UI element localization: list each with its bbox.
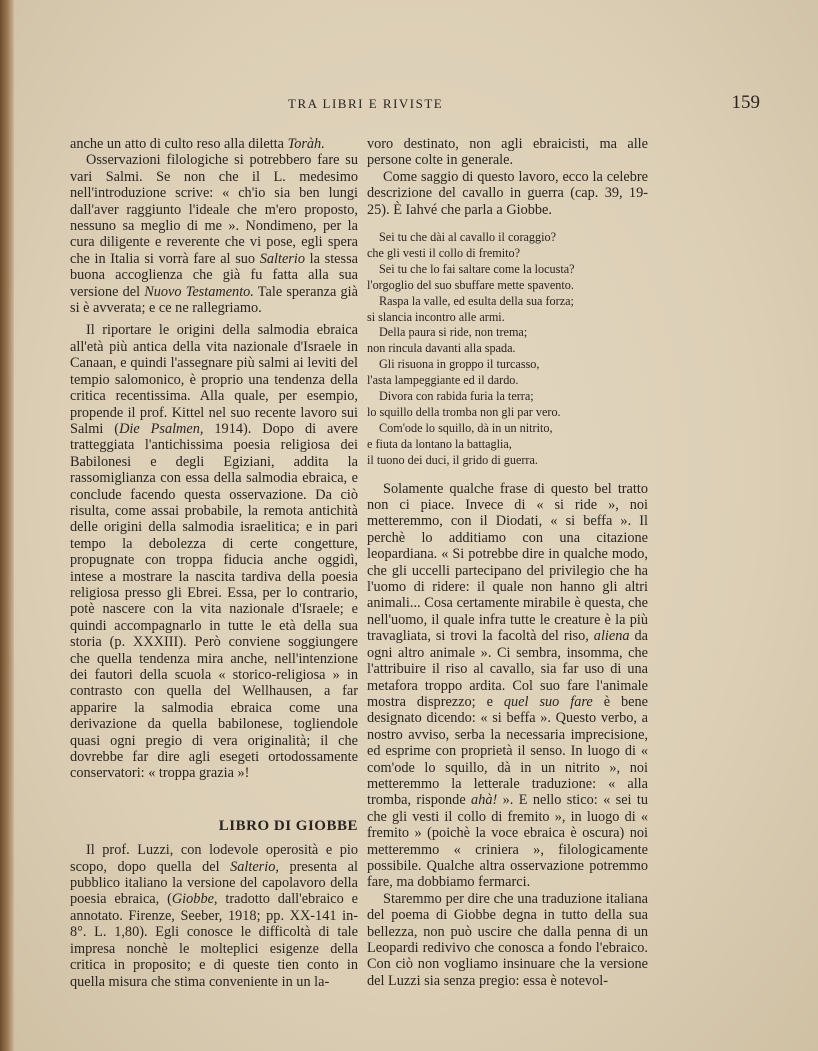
verse-line: l'asta lampeggiante ed il dardo. xyxy=(367,373,519,388)
paragraph: Il riportare le origini della salmodia ebraica all'età più antica della vita nazionale d'Israele in Canaan, e quindi l'assegnare più salmi ai leviti del tempio salomonico, è proprio una tendenza della critica recentissima. Alla quale, per esempio, propende il prof. Kittel nel suo recente lavoro sui Salmi (Die Psalmen, 1914). Dopo di avere tratteggiata l'antichissima poesia religiosa dei Babilonesi e degli Egiziani, addita la rassomiglianza con essa della salmodia ebraica, e conclude facendo questa osservazione. Da ciò risulta, come assai probabile, la remota antichità delle origini della salmodia israelitica; e in pari tempo la debolezza di certe congetture, propugnate con troppa fiducia anche oggidì, intese a mostrare la nascita tardiva della poesia religiosa presso gli Ebrei. Essa, per lo contrario, potè nascere con la vita nazionale d'Israele; e quindi accompagnarlo in tutte le età della sua storia (p. XXXIII). Però conviene soggiungere che quella tendenza mira anche, nell'intenzione dei fautori della scuola « storico-religiosa » in contrasto con quella del Wellhausen, a far apparire la salmodia ebraica come una derivazione da quella babilonese, togliendole quasi ogni pregio di vera originalità; il che dovrebbe far dire agli esegeti ortodossamente conservatori: « troppa grazia »! xyxy=(70,322,358,782)
paragraph: Osservazioni filologiche si potrebbero fare su vari Salmi. Se non che il L. medesimo nell'introduzione scrive: « ch'io sia ben lungi dall'aver raggiunto l'ideale che m'ero proposto, nessuno sa meglio di me ». Nondimeno, per la cura diligente e reverente che vi pose, egli spera che in Italia si vorrà fare al suo Salterio la stessa buona accoglienza che già fu fatta alla sua versione del Nuovo Testamento. Tale speranza già si è avverata; e ce ne rallegriamo. xyxy=(70,152,358,317)
verse-line: Della paura si ride, non trema; xyxy=(379,325,528,340)
verse-line: e fiuta da lontano la battaglia, xyxy=(367,436,512,451)
book-binding-edge xyxy=(0,0,14,1051)
page-number: 159 xyxy=(731,92,760,113)
verse-line: non rincula davanti alla spada. xyxy=(367,341,516,356)
page-header xyxy=(70,92,760,122)
verse-line: Sei tu che lo fai saltare come la locusta? xyxy=(379,261,575,276)
paragraph: Solamente qualche frase di questo bel tratto non ci piace. Invece di « si ride », noi metteremmo, con il Diodati, « si beffa ». Il perchè lo additiamo con una citazione leopardiana. « Si potrebbe dire in qualche modo, che gli uccelli partecipano del privilegio che ha l'uomo di ridere: il quale non hanno gli altri animali... Cosa certamente mirabile è questa, che nell'uomo, il quale infra tutte le creature è la più travagliata, si trovi la facoltà del riso, aliena da ogni altro animale ». Ci sembra, insomma, che l'attribuire il riso al cavallo, sia far uso di una metafora troppo ardita. Col suo fare l'animale mostra disprezzo; e quel suo fare è bene designato dicendo: « si beffa ». Questo verbo, a nostro avviso, serba la necessaria imprecisione, ed esprime con proprietà il senso. In luogo di « com'ode lo squillo, dà in un nitrito », noi metteremmo la letterale traduzione: « alla tromba, risponde ahà! ». E nello stico: « sei tu che gli vesti il collo di fremito », in luogo di « fremito » (poichè la voce ebraica è oscura) noi metteremmo « criniera », filologicamente possibile. Qualche altra osservazione potremmo fare, ma dobbiamo fermarci. xyxy=(367,480,649,891)
verse-line: Sei tu che dài al cavallo il coraggio? xyxy=(379,230,556,245)
verse-line: si slancia incontro alle armi. xyxy=(367,309,505,324)
verse-line: Divora con rabida furia la terra; xyxy=(379,389,534,404)
verse-line: Raspa la valle, ed esulta della sua forza; xyxy=(379,293,574,308)
paragraph: voro destinato, non agli ebraicisti, ma alle persone colte in generale. xyxy=(367,136,648,169)
paragraph: Come saggio di questo lavoro, ecco la celebre descrizione del cavallo in guerra (cap. 39, 19-25). È Iahvé che parla a Giobbe. xyxy=(367,168,648,218)
running-title: TRA LIBRI E RIVISTE xyxy=(288,96,444,111)
paragraph: Il prof. Luzzi, con lodevole operosità e pio scopo, dopo quella del Salterio, presenta al pubblico italiano la versione del capolavoro della poesia ebraica, (Giobbe, tradotto dall'ebraico e annotato. Firenze, Seeber, 1918; pp. XX-141 in-8°. L. 1,80). Egli conosce le difficoltà di tale impresa nonchè le molteplici esigenze della critica in proposito; e di queste tien conto in quella misura che stima conveniente in un la- xyxy=(70,842,358,990)
right-column xyxy=(367,136,648,989)
paragraph: Staremmo per dire che una traduzione italiana del poema di Giobbe degna in tutto della sua bellezza, non può uscire che dalla penna di un Leopardi redivivo che conosca a fondo l'ebraico. Con ciò non vogliamo insinuare che la versione del Luzzi sia senza pregio: essa è notevol- xyxy=(367,890,648,989)
verse-line: che gli vesti il collo di fremito? xyxy=(367,245,520,260)
verse-block xyxy=(367,230,648,469)
verse-line: l'orgoglio del suo sbuffare mette spavento. xyxy=(367,277,574,292)
verse-line: il tuono dei duci, il grido di guerra. xyxy=(367,452,538,467)
paragraph: anche un atto di culto reso alla diletta Toràh. xyxy=(70,136,325,152)
verse-line: Gli risuona in groppo il turcasso, xyxy=(379,357,540,372)
verse-line: Com'ode lo squillo, dà in un nitrito, xyxy=(379,420,553,435)
left-column xyxy=(70,136,358,990)
verse-line: lo squillo della tromba non gli par vero. xyxy=(367,405,561,419)
section-heading: LIBRO DI GIOBBE xyxy=(218,817,358,834)
